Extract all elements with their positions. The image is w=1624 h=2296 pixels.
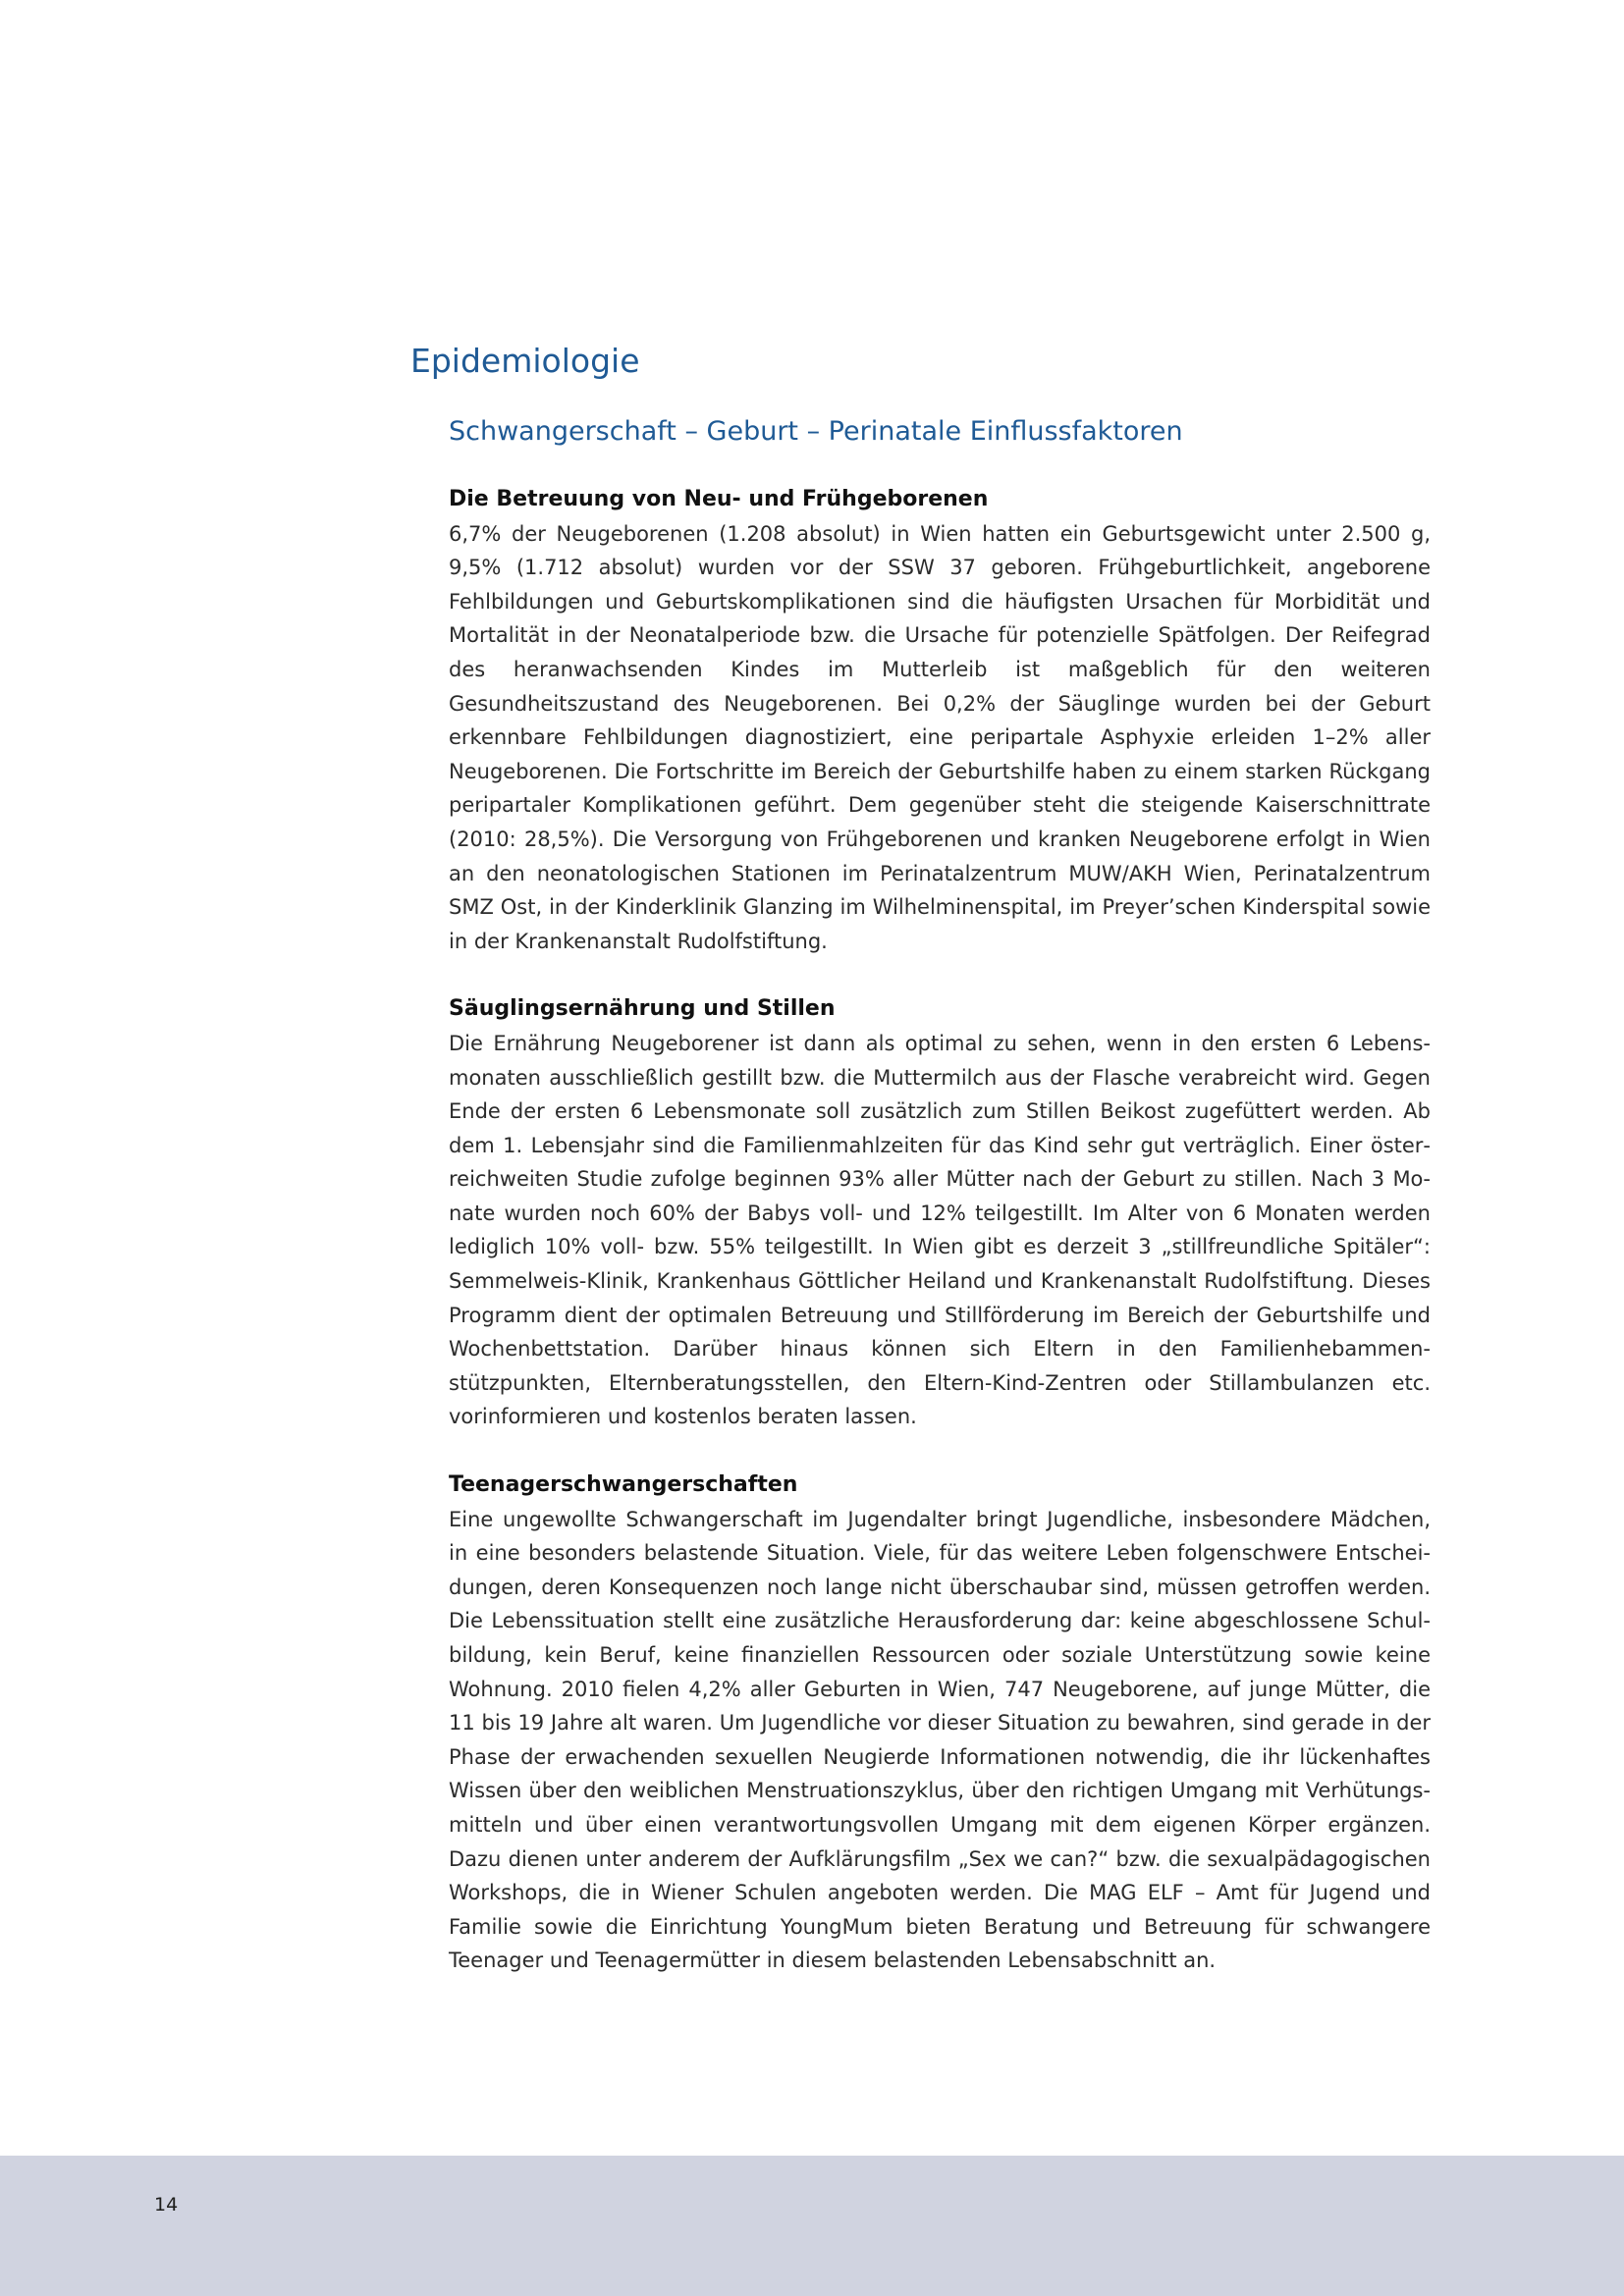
block-paragraph: Eine ungewollte Schwangerschaft im Jugendalter bringt Jugendliche, insbesondere Mädchen, in eine besonders belastende Situation. Viele, für das weitere Leben folgenschwere Entscheidungen, deren Konsequenzen noch lange nicht überschaubar sind, müssen getroffen werden. Die Lebenssituation stellt eine zusätzliche Herausforderung dar: keine abgeschlossene Schulbildung, kein Beruf, keine finanziellen Ressourcen oder soziale Unterstützung sowie keine Wohnung. 2010 fielen 4,2% aller Geburten in Wien, 747 Neugeborene, auf junge Mütter, die 11 bis 19 Jahre alt waren. Um Jugendliche vor dieser Situation zu bewahren, sind gerade in der Phase der erwachenden sexuellen Neugierde Informationen notwendig, die ihr lückenhaftes Wissen über den weiblichen Menstruationszyklus, über den richtigen Umgang mit Verhütungsmitteln und über einen verantwortungsvollen Umgang mit dem eigenen Körper ergänzen. Dazu dienen unter anderem der Aufklärungsfilm „Sex we can?“ bzw. die sexualpädagogischen Workshops, die in Wiener Schulen angeboten werden. Die MAG ELF – Amt für Jugend und Familie sowie die Einrichtung YoungMum bieten Beratung und Betreuung für schwangere Teenager und Teenagermütter in diesem belastenden Lebensabschnitt an. (449, 1507, 1431, 1973)
content-area (449, 410, 1431, 2012)
block-heading: Die Betreuung von Neu- und Frühgeborenen (449, 487, 989, 511)
block-saeuglingsernaehrung (449, 992, 1431, 1434)
section-title: Schwangerschaft – Geburt – Perinatale Einflussfaktoren (449, 416, 1183, 447)
block-paragraph: Die Ernährung Neugeborener ist dann als optimal zu sehen, wenn in den ersten 6 Lebensmonaten ausschließlich gestillt bzw. die Muttermilch aus der Flasche verabreicht wird. Gegen Ende der ersten 6 Lebensmonate soll zusätzlich zum Stillen Beikost zugefüttert werden. Ab dem 1. Lebensjahr sind die Familienmahlzeiten für das Kind sehr gut verträglich. Einer österreichweiten Studie zufolge beginnen 93% aller Mütter nach der Geburt zu stillen. Nach 3 Monate wurden noch 60% der Babys voll- und 12% teilgestillt. Im Alter von 6 Monaten werden lediglich 10% voll- bzw. 55% teilgestillt. In Wien gibt es derzeit 3 „stillfreundliche Spitäler“: Semmelweis-Klinik, Krankenhaus Göttlicher Heiland und Krankenanstalt Rudolfstiftung. Dieses Programm dient der optimalen Betreuung und Stillförderung im Bereich der Geburtshilfe und Wochenbettstation. Darüber hinaus können sich Eltern in den Familienhebammenstützpunkten, Elternberatungsstellen, den Eltern-Kind-Zentren oder Stillambulanzen etc. vorinformieren und kostenlos beraten lassen. (449, 1031, 1431, 1429)
block-neu-fruehgeborene (449, 483, 1431, 958)
block-teenagerschwangerschaften (449, 1468, 1431, 1978)
block-heading: Säuglingsernährung und Stillen (449, 996, 836, 1022)
block-heading: Teenagerschwangerschaften (449, 1472, 798, 1498)
block-paragraph: 6,7% der Neugeborenen (1.208 absolut) in Wien hatten ein Geburtsgewicht unter 2.500 g, 9,5% (1.712 absolut) wurden vor der SSW 37 geboren. Frühgeburtlichkeit, angeborene Fehlbildungen und Geburtskomplikationen sind die häufigsten Ursachen für Morbidität und Mortalität in der Neonatalperiode bzw. die Ursache für potenzielle Spätfolgen. Der Reifegrad des heranwachsenden Kindes im Mutterleib ist maßgeblich für den weiteren Gesundheitszustand des Neugeborenen. Bei 0,2% der Säuglinge wurden bei der Geburt erkennbare Fehlbildungen diagnostiziert, eine peripartale Asphyxie erleiden 1–2% aller Neugeborenen. Die Fortschritte im Bereich der Geburtshilfe haben zu einem starken Rückgang peripartaler Komplikationen geführt. Dem gegenüber steht die steigende Kaiserschnittrate (2010: 28,5%). Die Versorgung von Frühgeborenen und kranken Neugeborene erfolgt in Wien an den neonatologischen Stationen im Perinatalzentrum MUW/AKH Wien, Perinatalzentrum SMZ Ost, in der Kinderklinik Glanzing im Wilhelminenspital, im Preyer’schen Kinderspital sowie in der Krankenanstalt Rudolfstiftung. (449, 521, 1431, 953)
chapter-title: Epidemiologie (410, 342, 640, 380)
footer-band (0, 2156, 1624, 2296)
page-number: 14 (154, 2194, 179, 2216)
